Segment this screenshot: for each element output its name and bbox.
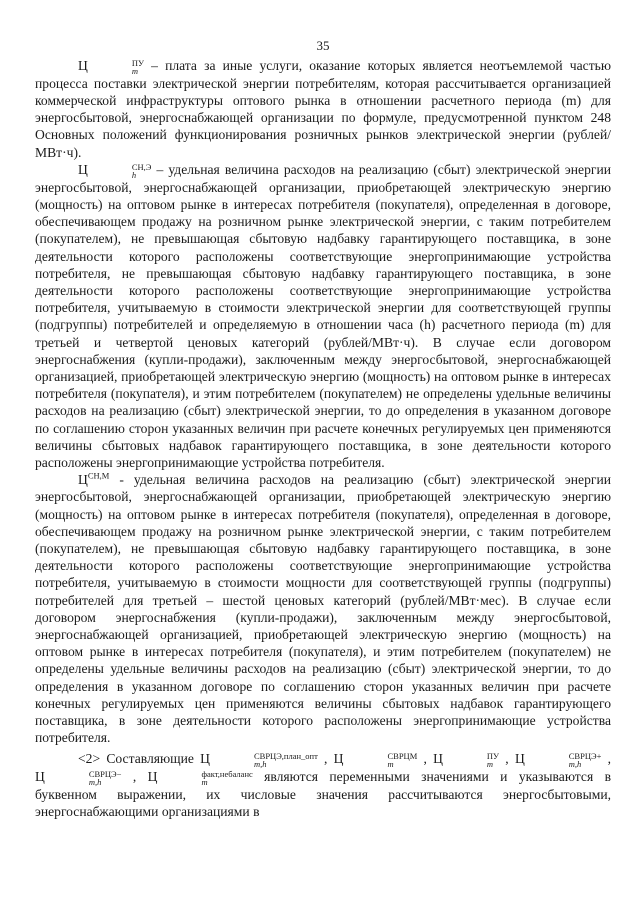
- formula-symbol-sn-e: Ц СН,Э h: [78, 161, 152, 180]
- formula-symbol-pu-2: Ц ПУ m: [433, 751, 500, 770]
- formula-symbol-svrce-plan: Ц СВРЦЭ,план_опт m,h: [200, 751, 318, 770]
- formula-symbol-svrcm: Ц СВРЦМ m: [333, 751, 418, 770]
- definition-paragraph-pu: [35, 57, 611, 161]
- footnote-lead: <2> Составляющие: [78, 751, 201, 767]
- paragraph-text: – плата за иные услуги, оказание которых является неотъемлемой частью процесса поставки электрической энергии потребителям, которая рассчитывается организацией коммерческой инфраструктуры оптового рынка в отношении расчетного периода (m) для энергосбытовой, энергоснабжающей организации по формуле, предусмотренной пунктом 248 Основных положений функционирования розничных рынков электрической энергии (рублей/МВт·ч).: [35, 58, 611, 160]
- formula-symbol-sn-m: $Ц^{СН,М}$: [78, 470, 110, 488]
- formula-symbol-svrce-plus: Ц СВРЦЭ+ m,h: [514, 751, 602, 770]
- formula-symbol-pu: Ц ПУ m: [78, 57, 144, 76]
- formula-symbol-fact-nebalans: Ц факт,небаланс m: [147, 769, 253, 788]
- formula-symbol-svrce-minus: Ц СВРЦЭ− m,h: [35, 769, 122, 788]
- definition-paragraph-sn-e: [35, 161, 611, 471]
- page-number: 35: [316, 38, 330, 53]
- paragraph-text: - удельная величина расходов на реализацию (сбыт) электрической энергии энергосбытовой, энергоснабжающей организации, приобретающей электрическую энергию (мощность) на оптовом рынке в интересах потребителя (покупателя), определенная в договоре, обеспечивающем продажу на розничном рынке электрической энергии, с таким потребителем (покупателем), не превышающая сбытовую надбавку гарантирующего поставщика, в зоне деятельности которого расположены соответствующие энергопринимающие устройства потребителя, учитываемую в стоимости мощности для соответствующей группы (подгруппы) потребителей для третьей – шестой ценовых категорий (рублей/МВт·мес). В случае если договором энергоснабжения (купли-продажи), заключенным между энергосбытовой, энергоснабжающей организацией, приобретающей электрическую энергию (мощность) на оптовом рынке в интересах потребителя (покупателя), и этим потребителем (покупателем) не определены удельные величины расходов на реализацию (сбыт) электрической энергии, то до определения в указанном договоре по соглашению сторон указанных величин при расчете конечных регулируемых цен применяются величины сбытовых надбавок гарантирующего поставщика, в зоне деятельности которого расположены энергопринимающие устройства потребителя.: [35, 472, 611, 746]
- footnote-paragraph-2: <2> Составляющие Ц СВРЦЭ,план_опт m,h , Ц СВРЦМ m , Ц ПУ m , Ц СВРЦЭ+ m,h , Ц СВРЦЭ− m,h , Ц факт,небаланс m являются переменными значениями и указываются в буквенном выражении, их числовые значения рассчитываются энергосбытовыми, энергоснабжающими организациями в: [35, 751, 612, 820]
- paragraph-text: являются переменными значениями и указываются в буквенном выражении, их числовые значения рассчитываются энергосбытовыми, энергоснабжающими организациями в: [35, 769, 611, 820]
- paragraph-text: – удельная величина расходов на реализацию (сбыт) электрической энергии энергосбытовой, энергоснабжающей организации, приобретающей электрическую энергию (мощность) на оптовом рынке в интересах потребителя (покупателя), определенная в договоре, обеспечивающем продажу на розничном рынке электрической энергии, с таким потребителем (покупателем), не превышающая сбытовую надбавку гарантирующего поставщика, в зоне деятельности которого расположены соответствующие энергопринимающие устройства потребителя, не превышающая сбытовую надбавку гарантирующего поставщика, в зоне деятельности которого расположены соответствующие энергопринимающие устройства потребителя, учитываемую в стоимости электрической энергии для соответствующей группы (подгруппы) потребителей и определяемую в отношении часа (h) расчетного периода (m) для третьей и четвертой ценовых категорий (рублей/МВт·ч). В случае если договором энергоснабжения (купли-продажи), заключенным между энергосбытовой, энергоснабжающей организацией, приобретающей электрическую энергию (мощность) на оптовом рынке в интересах потребителя (покупателя), и этим потребителем (покупателем) не определены удельные величины расходов на реализацию (сбыт) электрической энергии, то до определения в указанном договоре по соглашению сторон указанных величин при расчете конечных регулируемых цен применяются величины сбытовых надбавок гарантирующего поставщика, в зоне деятельности которого расположены энергопринимающие устройства потребителя.: [35, 161, 611, 471]
- definition-paragraph-sn-m: [35, 471, 611, 746]
